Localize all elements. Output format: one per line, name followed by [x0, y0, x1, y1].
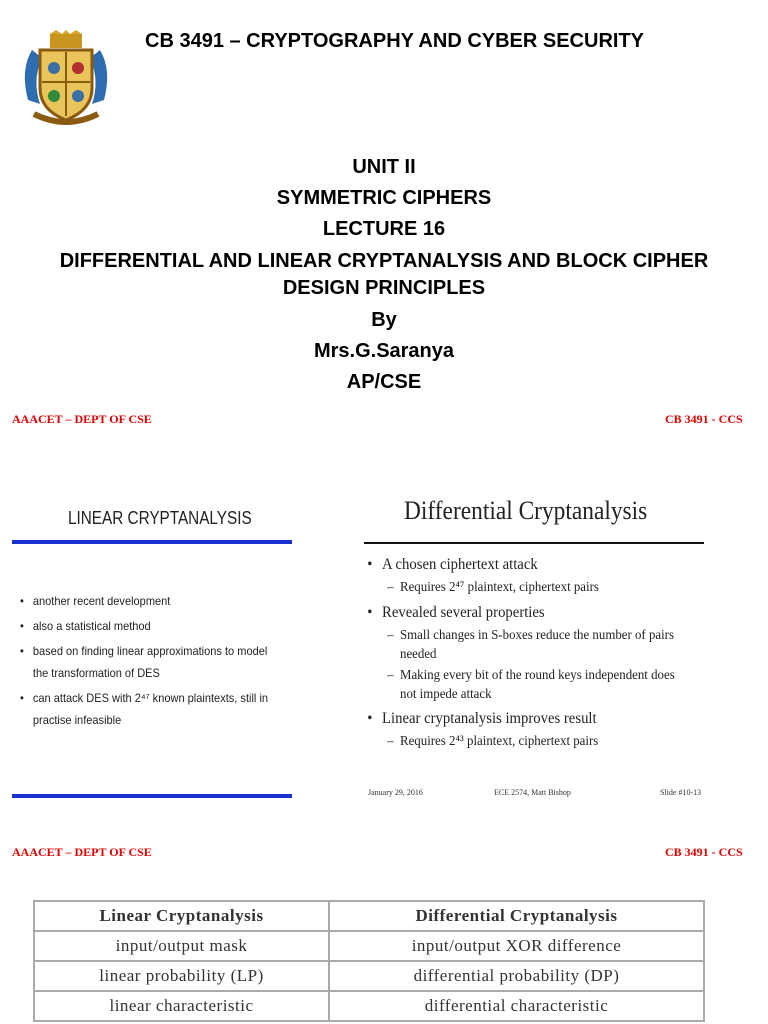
table-cell: differential characteristic: [329, 991, 704, 1021]
table-row: [34, 991, 704, 1021]
author-name: Mrs.G.Saranya: [313, 340, 455, 362]
lecture-number: LECTURE 16: [322, 218, 446, 240]
college-logo: [14, 30, 118, 126]
linear-cryptanalysis-slide: [10, 490, 292, 810]
bullet-chosen-ciphertext: • A chosen ciphertext attack: [367, 556, 538, 573]
comparison-table: [33, 900, 705, 1022]
footer-dept-2: AAACET – DEPT OF CSE: [12, 845, 152, 859]
sub-bullet-requires-243: – Requires 2⁴³ plaintext, ciphertext pairs: [387, 734, 599, 749]
table-cell: linear characteristic: [34, 991, 329, 1021]
top-blue-rule: [12, 540, 292, 544]
table-cell: input/output XOR difference: [329, 931, 704, 961]
table-cell: linear probability (LP): [34, 961, 329, 991]
column-header-differential: Differential Cryptanalysis: [329, 901, 704, 931]
footer-course-2: CB 3491 - CCS: [665, 845, 743, 859]
table-row: [34, 961, 704, 991]
footer-course-1: CB 3491 - CCS: [665, 412, 743, 426]
lecture-title-line2: DESIGN PRINCIPLES: [282, 277, 486, 299]
bullet-revealed-properties: • Revealed several properties: [367, 604, 545, 621]
slide-footer-course: ECE 2574, Matt Bishop: [494, 788, 571, 797]
topic-label: SYMMETRIC CIPHERS: [276, 187, 492, 209]
differential-slide-title: Differential Cryptanalysis: [404, 496, 648, 525]
sub-bullet-requires-247: – Requires 2⁴⁷ plaintext, ciphertext pairs: [387, 580, 599, 595]
sub-bullet-sbox-changes: – Small changes in S-boxes reduce the number of pairs: [387, 628, 674, 643]
list-item: • also a statistical method: [20, 615, 270, 637]
bullet-linear-improves: • Linear cryptanalysis improves result: [367, 710, 597, 727]
sub-bullet-round-keys-cont: not impede attack: [400, 687, 492, 702]
linear-bullet-list: [20, 590, 292, 734]
column-header-linear: Linear Cryptanalysis: [34, 901, 329, 931]
unit-label: UNIT II: [352, 156, 416, 178]
table-row: [34, 931, 704, 961]
differential-cryptanalysis-slide: [360, 490, 710, 810]
sub-bullet-round-keys: – Making every bit of the round keys independent does: [387, 668, 675, 683]
list-item: • another recent development: [20, 590, 270, 612]
lecture-title-line1: DIFFERENTIAL AND LINEAR CRYPTANALYSIS AND BLOCK CIPHER: [59, 250, 709, 272]
sub-bullet-sbox-changes-cont: needed: [400, 647, 437, 662]
linear-slide-title: LINEAR CRYPTANALYSIS: [68, 508, 252, 528]
list-item: • can attack DES with 2⁴⁷ known plaintexts, still in practise infeasible: [20, 687, 270, 731]
table-cell: input/output mask: [34, 931, 329, 961]
slide-footer-date: January 29, 2016: [368, 788, 423, 797]
course-title: CB 3491 – CRYPTOGRAPHY AND CYBER SECURITY: [145, 30, 645, 52]
table-header-row: [34, 901, 704, 931]
title-rule: [364, 542, 704, 544]
footer-dept-1: AAACET – DEPT OF CSE: [12, 412, 152, 426]
slide-footer-number: Slide #10-13: [660, 788, 702, 797]
table-cell: differential probability (DP): [329, 961, 704, 991]
by-label: By: [371, 309, 397, 331]
author-designation: AP/CSE: [346, 371, 422, 393]
bottom-blue-rule: [12, 794, 292, 798]
list-item: • based on finding linear approximations to model the transformation of DES: [20, 640, 270, 684]
